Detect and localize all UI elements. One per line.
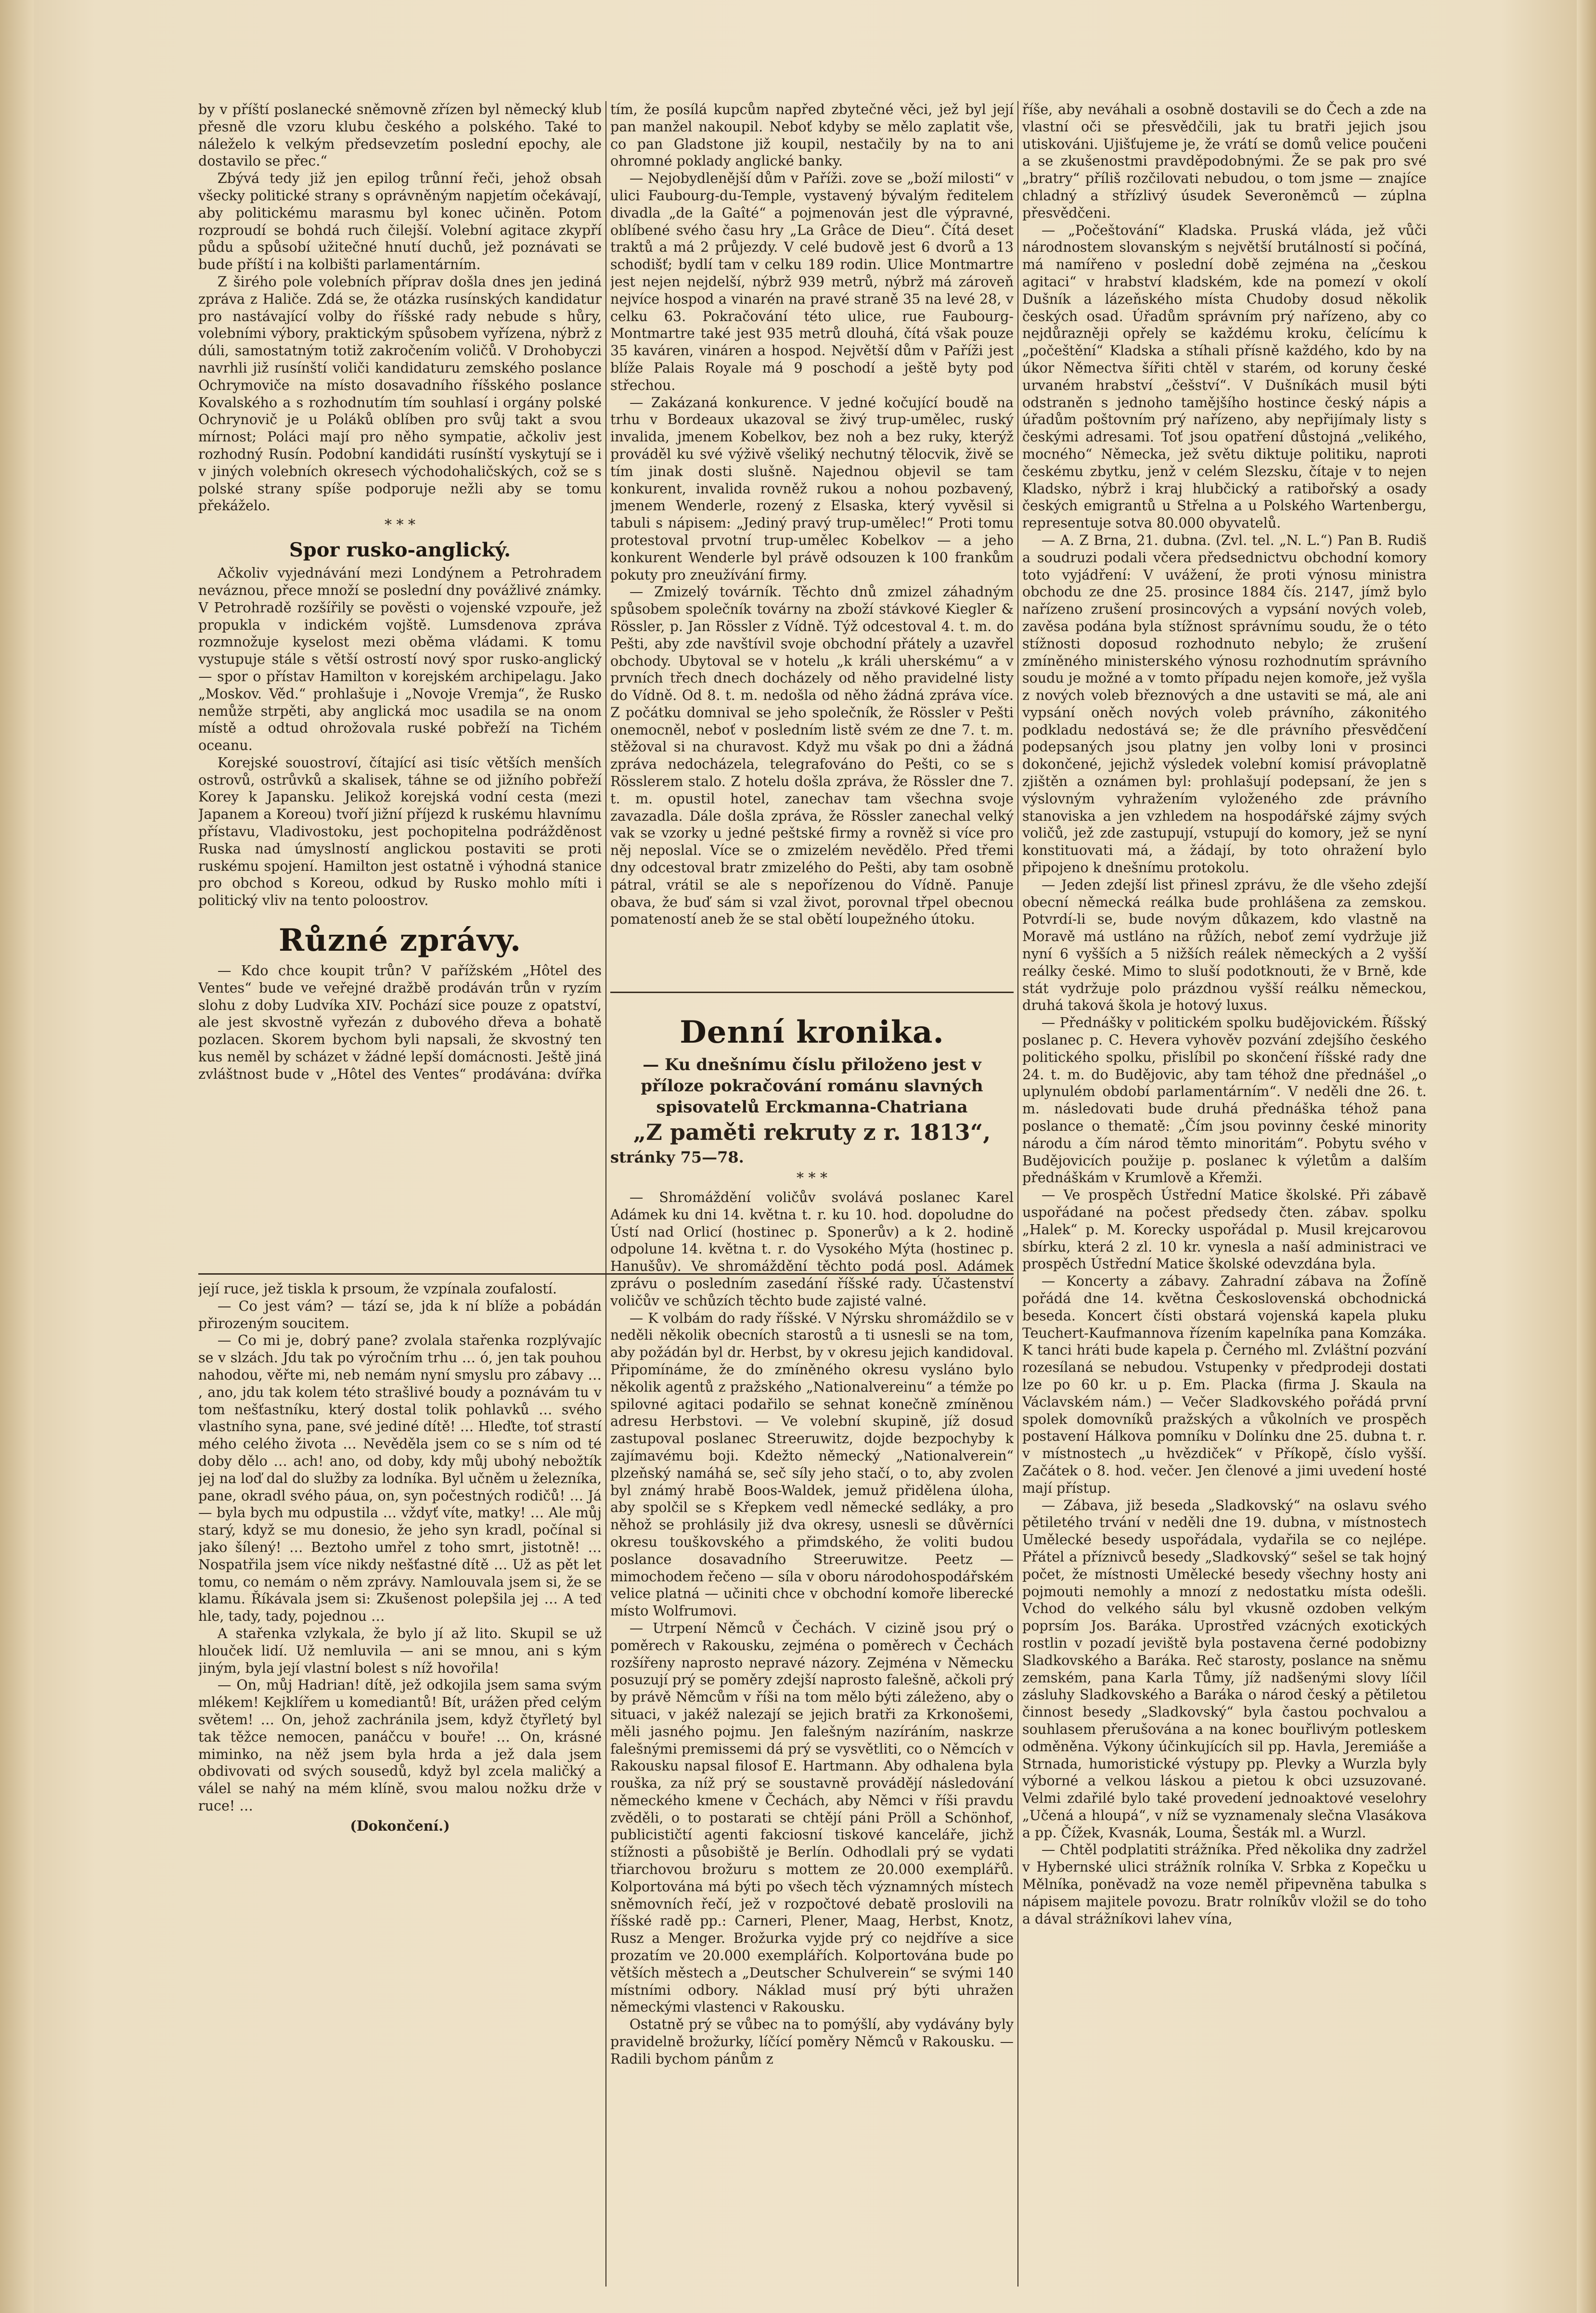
feuilleton-paragraph: — On, můj Hadrian! dítě, jež odkojila jsem sama svým mlékem! Kejklířem u komediantů! Bít, urážen před celým světem! … On, jehož zachránila jsem, když čtyřletý byl tak těžce nemocen, panáčcu v bouře! … On, krásné miminko, na něž jsem byla hrda a jež dala jsem obdivovati od svých sousedů, když byl zcela maličký a válel se nahý na mém klíně, svou malou nožku drže v ruce! … [198, 1677, 602, 1814]
feuilleton-paragraph: její ruce, jež tiskla k prsoum, že vzpínala zoufalostí. [198, 1281, 557, 1297]
section-separator-stars: * * * [796, 1170, 828, 1187]
section-divider [610, 992, 1014, 993]
news-item: — Zmizelý továrník. Těchto dnů zmizel záhadným spůsobem společník továrny na zboží stávkové Kiegler & Rössler, p. Jan Rössler z Vídně. Týž odcestoval 4. t. m. do Pešti, aby zde navštívil svoje obchodní přátely a uzavřel obchody. Ubytoval se v hotelu „k králi uherskému“ a v prvních třech dnech docházely od něho pravidelné listy do Vídně. Od 8. t. m. nedošla od něho žádná zpráva více. Z počátku domnival se jeho společník, že Rössler v Pešti onemocněl, neboť v posledním listě svém ze dne 7. t. m. stěžoval si na churavost. Když mu však po dni a žádná zpráva nedocházela, telegrafováno do Pešti, co se s Rösslerem stalo. Z hotelu došla zpráva, že Rössler dne 7. t. m. opustil hotel, zanechav tam všechna svoje zavazadla. Dále došla zpráva, že Rössler zanechal velký vak se vzorky u jedné peštské firmy a rovněž si více pro něj neposlal. Více se o zmizelém nevědělo. Před třemi dny odcestoval bratr zmizelého do Pešti, aby tam osobně pátral, vrátil se ale s nepořízenou do Vídně. Panuje obava, že buď sám si vzal život, porovnal třpel obecnou pomateností aneb že se stal obětí loupežného útoku. [610, 584, 1014, 928]
article-paragraph: Z širého pole volebních příprav došla dnes jen jediná zpráva z Haliče. Zdá se, že otázka rusínských kandidatur pro nastávající volby do říšské rady nebude s hůry, volebními výbory, praktickým spůsobem vyřízena, nýbrž z dúli, samostatným totiž zakročením voličů. V Drohobyczi navrhli již rusínští voliči kandidaturu zemského poslance Ochrymoviče na místo dosavadního říšského poslance Kovalského a s rozhodnutím tím souhlasí i orgány polské Ochrynovič je u Poláků oblíben pro svůj takt a svou mírnost; Poláci mají pro něho sympatie, ačkoliv jest rozhodný Rusín. Podobní kandidáti rusínští vyskytují se i v jiných volebních okresech východohaličských, což se s polské strany spíše podporuje nežli aby se tomu překáželo. [198, 273, 602, 514]
news-item: — Jeden zdejší list přinesl zprávu, že dle všeho zdejší obecní německá reálka bude prohlášena za zemskou. Potvrdí-li se, bude novým důkazem, kdo vlastně na Moravě má ustláno na růžích, neboť zemí vydržuje již nyní 6 vyšších a 5 nižších reálek německých a 2 vyšší reálky české. Mimo to sluší podotknouti, že v Brně, kde stát vydržuje polo prázdnou vyšší reálku německou, druhá taková škola je hotový luxus. [1022, 877, 1427, 1014]
news-item: — Ve prospěch Ústřední Matice školské. Při zábavě uspořádané na počest předsedy čten. zábav. spolku „Halek“ p. M. Korecky uspořádal p. Musil krejcarovou sbírku, která 2 zl. 10 kr. vynesla a naší administraci ve prospěch Ústřední Matice školské odevzdána byla. [1022, 1187, 1427, 1272]
column-3 [1022, 101, 1427, 2287]
news-item: — Zábava, již beseda „Sladkovský“ na oslavu svého pětiletého trvání v neděli dne 19. dubna, v místnostech Umělecké besedy uspořádala, vydařila se co nejlépe. Přátel a příznivců besedy „Sladkovský“ sešel se tak hojný počet, že místnosti Umělecké besedy všechny hosty ani pojmouti nemohly a mnozí z nedostatku místa odešli. Vchod do velkého sálu byl vkusně ozdoben velkým poprsím Jos. Baráka. Uprostřed vzácných exotických rostlin v pozadí jeviště byla postavena černé podobizny Sladkovského a Baráka. Reč starosty, poslance na sněmu zemském, pana Karla Tůmy, jíž nadšenými slovy líčil zásluhy Sladkovského a Baráka o národ český a pětiletou činnost besedy „Sladkovský“ byla častou pochvalou a souhlasem přerušována a na konec bouřlivým potleskem odměněna. Výkony účinkujících sil pp. Havla, Jeremiáše a Strnada, humoristické výstupy pp. Plevky a Wurzla byly výborné a velkou láskou a pietou k obci uzsuzované. Velmi zdařilé bylo také provedení jednoaktové veselohry „Učená a hloupá“, v níž se vyznamenaly slečna Vlasákova a pp. Čížek, Kvasnák, Louma, Šesták ml. a Wurzl. [1022, 1497, 1427, 1841]
news-item: — Kdo chce koupit trůn? V pařížském „Hôtel des Ventes“ bude ve veřejné dražbě prodáván trůn v ryzím slohu z doby Ludvíka XIV. Pochází sice pouze z opatství, ale jest skvostně vyřezán z dubového dřeva a bohatě pozlacen. Skorem bychom byli napsali, že skvostný ten kus neměl by scházet v žádné lepší domácnosti. Ještě jiná zvláštnost bude v „Hôtel des Ventes“ prodávána: dvířka [198, 963, 602, 1082]
column-2-top [610, 101, 1014, 970]
column-rule [1017, 101, 1018, 2287]
news-item: — Shromáždění voličův svolává poslanec Karel Adámek ku dni 14. května t. r. ku 10. hod. dopoludne do Ústí nad Orlicí (hostinec p. Sponerův) a k 2. hodině odpolune 14. května t. r. do Vysokého Mýta (hostinec p. Hanušův). Ve shromáždění těchto podá posl. Adámek zprávu o posledním zasedání říšské rady. Účastenství voličův ve schůzích těchto bude zajisté valné. [610, 1189, 1014, 1309]
feuilleton-paragraph: — Co jest vám? — tází se, jda k ní blíže a pobádán přirozeným soucitem. [198, 1298, 602, 1331]
article-paragraph: Ačkoliv vyjednávání mezi Londýnem a Petrohradem neváznou, přece množí se poslední dny povážlivé známky. V Petrohradě rozšířily se pověsti o vojenské vzpouře, jež propukla v indickém vojště. Lumsdenova zpráva rozmnožuje kyselost mezi oběma vládami. K tomu vystupuje stále s větší ostrostí nový spor rusko-anglický — spor o přístav Hamilton v korejském archipelagu. Jako „Moskov. Věd.“ prohlašuje i „Novoje Vremja“, že Rusko nemůže strpěti, aby anglická moc usadila se na onom místě a odtud ohrožovala ruské pobřeží na Tichém oceanu. [198, 565, 602, 754]
column-1-top [198, 101, 602, 1083]
section-title-ruzne-zpravy: Různé zprávy. [278, 922, 522, 959]
continuation-note: (Dokončení.) [350, 1817, 450, 1834]
news-item: — Utrpení Němců v Čechách. V cizině jsou prý o poměrech v Rakousku, zejména o poměrech v Čechách rozšířeny naprosto nepravé názory. Zejména v Německu posuzují prý se poměry zdejší naprosto falešně, ačkoli prý by právě Němcům v říši na tom mělo býti záleženo, aby o situaci, v jakéž nalezají se jejich bratři za Krkonošemi, měli jasného pojmu. Jen falešným nazíráním, naskrze falešnými premissemi dá prý se vysvětliti, co o Němcích v Rakousku napsal filosof E. Hartmann. Aby odhalena byla rouška, za níž prý se soustavně provádějí následování německého kmene v Čechách, aby Němci v říši pravdu zvěděli, o to postarati se chtějí páni Pröll a Schönhof, publicističtí agenti fakciosní tiskové kanceláře, jichž stížnosti a působiště je Berlín. Odhodlali prý se vydati třiarchovou brožuru s mottem ze 20.000 exemplářů. Kolportována má býti po všech těch významných místech sněmovních řečí, jež v rozpočtové debatě proslovili na říšské radě pp.: Carneri, Plener, Maag, Herbst, Knotz, Rusz a Menger. Brožurka vyjde prý co nejdříve a sice prozatím ve 20.000 exemplářích. Kolportována bude po větších městech a „Deutscher Schulverein“ se svými 140 místními odbory. Náklad musí prý býti uhražen německými vlastenci v Rakousku. [610, 1620, 1014, 2016]
article-paragraph: Korejské souostroví, čítající asi tisíc větších menších ostrovů, ostrůvků a skalisek, táhne se od jižního pobřeží Korey k Japansku. Jelikož korejská vodní cesta (mezi Japanem a Koreou) tvoří jižní příjezd k ruskému hlavnímu přístavu, Vladivostoku, jest pochopitelna podrážděnost Ruska nad úmyslností anglickou postaviti se proti ruskému spojení. Hamilton jest ostatně i výhodná stanice pro obchod s Koreou, odkud by Rusko mohlo míti i politický vliv na tento poloostrov. [198, 754, 602, 909]
news-item: — Chtěl podplatiti strážníka. Před několika dny zadržel v Hybernské ulici strážník rolníka V. Srbka z Kopečku u Mělníka, poněvadž na voze neměl připevněna tabulka s nápisem majitele povozu. Bratr rolníkův vložil se do toho a dával strážníkovi lahev vína, [1022, 1842, 1427, 1927]
page-edge-right [1577, 0, 1596, 2313]
news-item: — Přednášky v politickém spolku budějovickém. Říšský poslanec p. C. Hevera vyhověv pozvání zdejšího českého politického spolku, přislíbil po skončení říšské rady dne 24. t. m. do Budějovic, aby tam téhož dne přednášel „o uplynulém období parlamentárním“. V neděli dne 26. t. m. následovati bude druhá přednáška téhož pana poslance o thematě: „Čím jsou povinny české minority národu a čím národ těmto minoritám“. Pobytu svého v Budějovicích použije p. poslanec k výletům a dalším přednáškám v Krumlově a Křemži. [1022, 1015, 1427, 1186]
news-item: — K volbám do rady říšské. V Nýrsku shromáždilo se v neděli několik obecních starostů a ti usnesli se na tom, aby požádán byl dr. Herbst, by v okresu jejich kandidoval. Připomínáme, že do zmíněného okresu vysláno bylo několik agentů z pražského „Nationalvereinu“ a témže po spilovné agitaci podařilo se sehnat konečně zmíněnou adresu Herbstovi. — Ve volební skupině, jíž dosud zastupoval poslanec Streeruwitz, dojde bezpochyby k zajímavému boji. Kdežto německý „Nationalverein“ plzeňský namáhá se, seč síly jeho stačí, o to, aby zvolen byl známý hrabě Boos-Waldek, jemuž přidělena úloha, aby spolčil se s Křepkem vedl německé sedláky, a pro něhož se prohlásily již dva okresy, usnesli se důvěrníci okresu touškovského a přimdského, že voliti budou poslance dosavadního Streeruwitze. Peetz — mimochodem řečeno — síla v oboru národohospodářském velice platná — učiniti chce v obchodní komoře liberecké místo Wolfrumovi. [610, 1310, 1014, 1619]
news-item: — „Počeštování“ Kladska. Pruská vláda, jež vůči národnostem slovanským s největší brutálností si počíná, má namířeno v poslední době zejména na „českou agitaci“ v hrabství kladském, kde na pomezí v okolí Dušník a lázeňského místa Chudoby dosud několik českých osad. Úřadům správním prý nařízeno, aby co nejdůrazněji opřely se každému kroku, čelícímu k „počeštění“ Kladska a stíhali přísně každého, kdo by na úkor Němectva šířiti chtěl v starém, od koruny české urvaném hrabství „češství“. V Dušníkách musil býti odstraněn s jednoho tamějšího hostince český nápis a úřadům poštovním prý nařízeno, aby nepřijímaly listy s českými adresami. Toť jsou opatření důstojná „velikého, mocného“ Německa, jež světu diktuje politiku, naproti českému zbytku, jenž v celém Slezsku, čítaje v to nejen Kladsko, nýbrž i kraj hlubčický a ratibořský a osady českých emigrantů u Střelna a u Polského Wartenbergu, representuje sotva 80.000 obyvatelů. [1022, 222, 1427, 531]
news-item: Ostatně prý se vůbec na to pomýšlí, aby vydávány byly pravidelně brožurky, líčící poměry Němců v Rakousku. — Radili bychom pánům z [610, 2016, 1014, 2067]
feuilleton-paragraph: — Co mi je, dobrý pane? zvolala stařenka rozplývajíc se v slzách. Jdu tak po výročním trhu … ó, jen tak pouhou nahodou, věřte mi, neb nemám nyní smyslu pro zábavy … , ano, jdu tak kolem této strašlivé boudy a poznávám tu v tom nešťastníku, který dostal tolik pohlavků … svého vlastního syna, pane, své jediné dítě! … Hleďte, toť strastí mého celého života … Nevěděla jsem co se s ním od té doby dělo … ach! ano, od doby, kdy můj ubohý nebožtík jej na loď dal do služby za lodníka. Byl učněm u železníka, pane, okradl svého páua, on, syn počestných rodičů! … Já — byla bych mu odpustila … vždyť víte, matky! … Ale můj starý, když se mu donesio, že jeho syn kradl, počínal si jako šílený! … Beztoho umřel z toho smrt, jistotně! … Nospatřila jsem více nikdy nešťastné dítě … Už as pět let tomu, co nemám o něm zprávy. Namlouvala jsem si, že se klamu. Říkávala jsem si: Zkušenost polepšila jej … A teď hle, tady, tady, pojednou … [198, 1332, 602, 1625]
section-separator-stars: * * * [384, 517, 416, 534]
news-item: — A. Z Brna, 21. dubna. (Zvl. tel. „N. L.“) Pan B. Rudiš a soudruzi podali včera předsednictvu obchodní komory toto vyjádření: V uvážení, že proti výnosu ministra obchodu ze dne 25. prosince 1884 čís. 2147, jímž bylo nařízeno zrušení prosincových a vypsání nových voleb, zavěsa podána byla stížnost správnímu soudu, že o této stížnosti doposud rozhodnuto nebylo; že zrušení zmíněného ministerského výnosu rozhodnutím správního soudu je možné a v tomto případu nejen komoře, jež vyšla z nových voleb březnových a dne ustaviti se má, ale ani vypsání oněch nových voleb právního, zákonitého podkladu nedostává se; že dle právního přesvědčení podepsaných jsou platny jen volby loni v prosinci dokončené, jejichž výsledek volební komisí právoplatně zjištěn a oznámen byl: prohlašují podepsaní, že jen s výslovným vyhražením vyloženého zde právního stanoviska a jen vzhledem na hospodářské zájmy svých voličů, jež zde zastupují, vstupují do komory, jež se nyní konstituovati má, a žádají, by toto ohražení bylo připojeno k dnešnímu protokolu. [1022, 532, 1427, 876]
article-paragraph: by v příští poslanecké sněmovně zřízen byl německý klub přesně dle vzoru klubu českého a polského. Také to náleželo k velkým předsevzetím poslední epochy, ale dostavilo se přec.“ [198, 102, 602, 169]
news-item: tím, že posílá kupcům napřed zbytečné věci, jež byl její pan manžel nakoupil. Neboť kdyby se mělo zaplatit vše, co pan Gladstone již koupil, nestačily by na to ani ohromné poklady anglické banky. [610, 102, 1014, 169]
novel-pages: stránky 75—78. [610, 1148, 744, 1166]
novel-title: „Z paměti rekruty z r. 1813“, [633, 1119, 991, 1145]
feuilleton-column [198, 1280, 602, 2287]
feuilleton-paragraph: A stařenka vzlykala, že bylo jí až lito. Skupil se už hlouček lidí. Už nemluvila — ani se mnou, ani s kým jiným, byla její vlastní bolest s níž hovořila! [198, 1625, 602, 1676]
page-edge-left [0, 0, 34, 2313]
article-paragraph: Zbývá tedy již jen epilog trůnní řeči, jehož obsah všecky politické strany s oprávněným napjetím očekávají, aby politickému marasmu byl konec učiněn. Potom rozproudí se bohdá ruch čilejší. Volební agitace zkypří půdu a spůsobí užitečné hnutí duchů, jež poznávati se bude příští i na kolbišti parlamentárním. [198, 170, 602, 273]
news-item: — Zakázaná konkurence. V jedné kočující boudě na trhu v Bordeaux ukazoval se živý trup-umělec, ruský invalida, jmenem Kobelkov, bez noh a bez ruky, kterýž prováděl ku své výživě všeliký nechutný tělocvik, živě se tím jinak dosti slušně. Najednou objevil se tam konkurent, invalida rovněž rukou a nohou pozbavený, jmenem Wenderle, rozený z Elsaska, který vyvěsil si tabuli s nápisem: „Jediný pravý trup-umělec!“ Proti tomu protestoval prvotní trup-umělec Kobelkov — a jeho konkurent Wenderle byl právě odsouzen k 100 frankům pokuty pro zneužívání firmy. [610, 394, 1014, 583]
supplement-notice: — Ku dnešnímu číslu přiloženo jest v příloze pokračování románu slavných spisovatelů Erckmanna-Chatriana [641, 1055, 983, 1117]
column-rule [605, 101, 606, 2287]
section-title-denni-kronika: Denní kronika. [680, 1014, 944, 1050]
article-title-spor: Spor rusko-anglický. [289, 539, 511, 562]
column-2-kronika [610, 1011, 1014, 2287]
news-item: říše, aby neváhali a osobně dostavili se do Čech a zde na vlastní oči se přesvědčili, jak tu bratři jejich jsou utiskováni. Ujišťujeme je, že vrátí se domů velice poučeni a se zkušenostmi pravděpodobnými. Že se pak pro své „bratry“ příliš rozčilovati nebudou, o tom jsme — znajíce chladný a střízlivý úsudek Severoněmců — zúplna přesvědčeni. [1022, 102, 1427, 221]
news-item: — Koncerty a zábavy. Zahradní zábava na Žofíně pořádá dne 14. května Československá obchodnická beseda. Koncert čísti obstará vojenská kapela pluku Teuchert-Kaufmannova řízením kapelníka pana Komzáka. K tanci hráti bude kapela p. Černého ml. Zvláštní pozvání rozesílaná se nebudou. Vstupenky v předprodeji dostati lze po 60 kr. u p. Em. Placka (firma J. Skaula na Václavském nám.) — Večer Sladkovského pořádá první spolek domovníků pražských a vůkolních ve prospěch postavení Hálkova pomníku v Dolínku dne 25. dubna t. r. v místnostech „u hvězdiček“ v Příkopě, číslo vyšší. Začátek o 8. hod. večer. Jen členové a jimi uvedení hosté mají přístup. [1022, 1273, 1427, 1496]
news-item: — Nejobydlenější dům v Paříži. zove se „boží milosti“ v ulici Faubourg-du-Temple, vystavený bývalým ředitelem divadla „de la Gaîté“ a pojmenován jest dle výpravné, oblíbené svého času hry „La Grâce de Dieu“. Čítá deset traktů a má 2 průjezdy. V celé budově jest 6 dvorů a 13 schodišť; bydlí tam v celku 189 rodin. Ulice Montmartre jest nejen nejdelší, nýbrž 939 metrů, nýbrž má zároveň nejvíce hospod a vinarén na pravé straně 35 na levé 28, v celku 63. Pokračování této ulice, rue Faubourg-Montmartre také jest 935 metrů dlouhá, čítá však pouze 35 kaváren, vináren a hospod. Největší dům v Paříži jest blíže Palais Royale má 9 poschodí a ještě byty pod střechou. [610, 170, 1014, 393]
